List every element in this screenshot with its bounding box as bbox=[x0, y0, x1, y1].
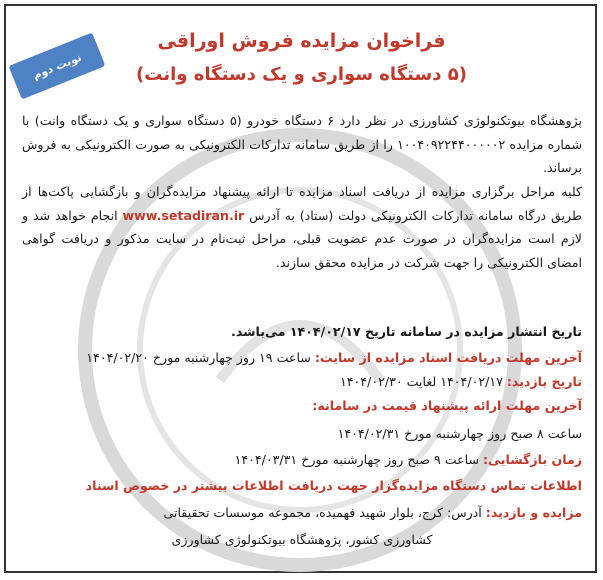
procedure-paragraph bbox=[22, 180, 582, 274]
contact-info-note: اطلاعات تماس دستگاه مزایده‌گزار جهت دریافت اطلاعات بیشتر در خصوص اسناد bbox=[85, 478, 582, 493]
procedure-text-before: کلیه مراحل برگزاری مزایده از دریافت اسناد مزایده تا ارائه پیشنهاد مزایده‌گران و بازگشایی پاکت‌ها از طریق درگاه سامانه تدارکات الکترونیکی دولت (ستاد) به آدرس bbox=[22, 184, 582, 223]
setad-website-link[interactable]: www.setadiran.ir bbox=[122, 207, 245, 223]
document-deadline-line bbox=[22, 350, 582, 365]
procedure-text-after: انجام خواهد شد و لازم است مزایده‌گران در صورت عدم عضویت قبلی، مراحل ثبت‌نام در سایت مذکور و دریافت گواهی امضای الکترونیکی را جهت شرکت در مزایده محقق سازند. bbox=[22, 207, 582, 270]
address-value: آدرس: کرج، بلوار شهید فهمیده، مجموعه موسسات تحقیقاتی bbox=[163, 505, 486, 520]
notice-title: فراخوان مزایده فروش اوراقی bbox=[157, 30, 446, 52]
opening-time-line bbox=[22, 452, 582, 467]
notice-subtitle: (۵ دستگاه سواری و یک دستگاه وانت) bbox=[136, 64, 467, 85]
opening-time-label: زمان بازگشایی: bbox=[483, 452, 582, 467]
publish-date-line: تاریخ انتشار مزایده در سامانه تاریخ ۱۴۰۴/۰۲/۱۷ می‌باشد. bbox=[231, 324, 582, 339]
badge-label: نوبت دوم bbox=[9, 32, 106, 99]
opening-time-value: ساعت ۹ صبح روز چهارشنبه مورخ ۱۴۰۴/۰۳/۳۱ bbox=[234, 452, 483, 467]
bid-deadline-value: ساعت ۸ صبح روز چهارشنبه مورخ ۱۴۰۴/۰۲/۳۱ bbox=[337, 426, 582, 441]
document-deadline-value: ساعت ۱۹ روز چهارشنبه مورخ ۱۴۰۴/۰۲/۲۰ bbox=[86, 350, 315, 365]
visit-date-line bbox=[22, 374, 582, 389]
intro-paragraph: پژوهشگاه بیوتکنولوژی کشاورزی در نظر دارد ۶ دستگاه خودرو (۵ دستگاه سواری و یک دستگاه وانت) با شماره مزایده ۱۰۰۴۰۹۲۲۴۴۰۰۰۰۰۲ را از طریق سامانه تدارکات الکترونیکی به صورت الکترونیکی به فروش برساند. bbox=[22, 113, 583, 175]
visit-date-value: ۱۴۰۴/۰۲/۱۷ لغایت ۱۴۰۴/۰۲/۳۰ bbox=[340, 374, 507, 389]
address-line bbox=[22, 505, 582, 520]
address-line-2: کشاورزی کشور، پژوهشگاه بیوتکنولوژی کشاورزی bbox=[171, 532, 433, 547]
visit-date-label: تاریخ بازدید: bbox=[506, 374, 582, 389]
address-label: مزایده و بازدید: bbox=[485, 505, 582, 520]
document-deadline-label: آخرین مهلت دریافت اسناد مزایده از سایت: bbox=[314, 350, 582, 365]
bid-deadline-label: آخرین مهلت ارائه پیشنهاد قیمت در سامانه: bbox=[312, 398, 582, 413]
